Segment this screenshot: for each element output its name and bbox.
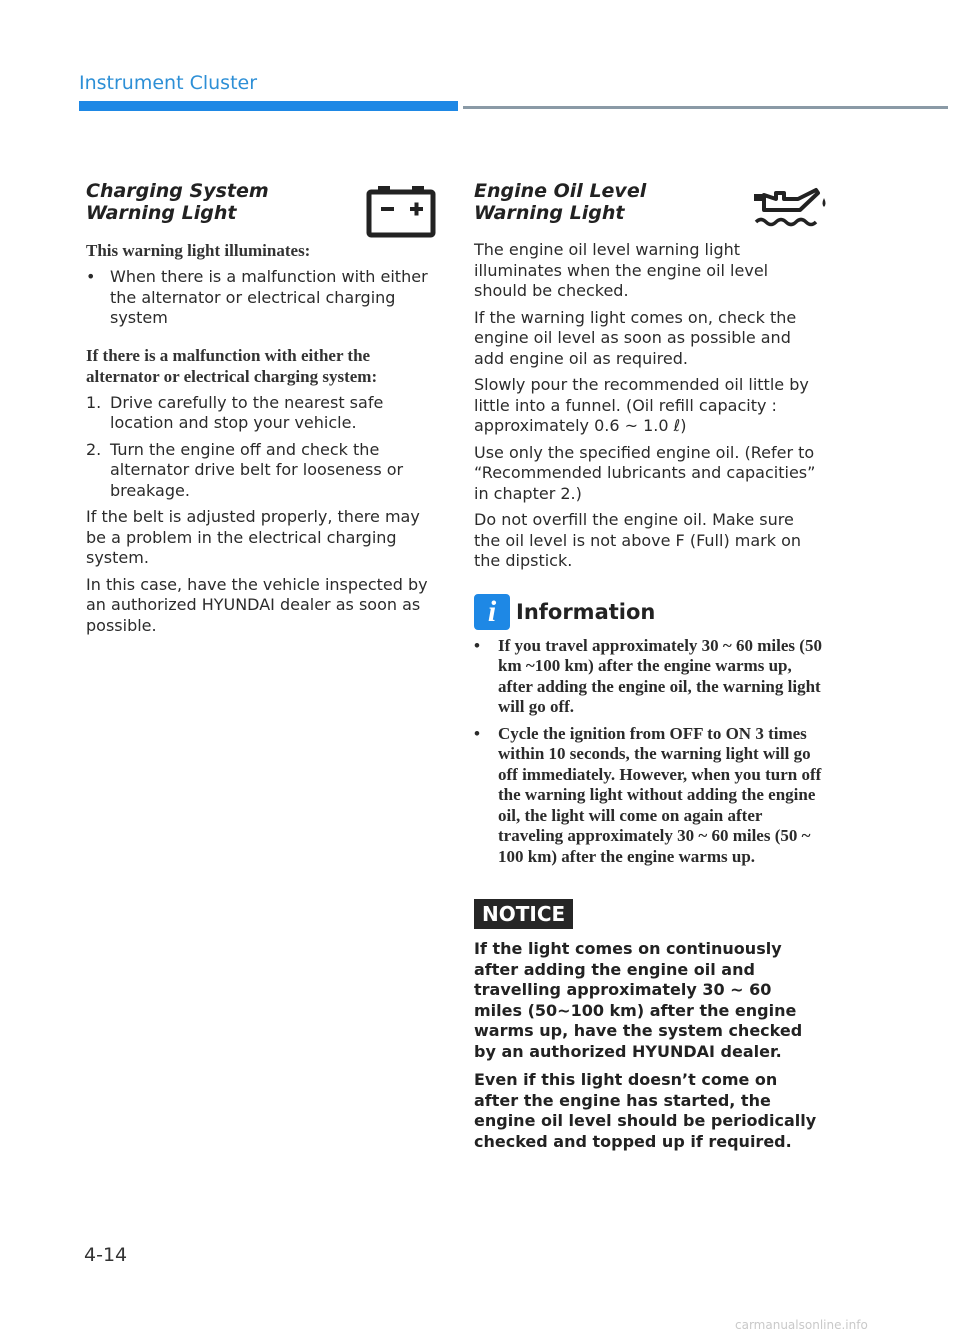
engine-oil-section [474,180,824,1160]
paragraph: In this case, have the vehicle inspected by an authorized HYUNDAI dealer as soon as possible. [86,574,428,635]
information-label: Information [516,599,656,624]
watermark: carmanualsonline.info [735,1318,868,1332]
malfunction-heading: If there is a malfunction with either the alternator or electrical charging system: [86,345,378,386]
list-item: • When there is a malfunction with either the alternator or electrical charging system [86,267,428,327]
illuminates-heading: This warning light illuminates: [86,241,311,260]
paragraph: If the belt is adjusted properly, there may be a problem in the electrical charging system. [86,507,420,567]
paragraph: If the warning light comes on, check the engine oil level as soon as possible and add engine oil as required. [474,307,797,368]
charging-system-section [86,180,436,642]
notice-paragraph: Even if this light doesn’t come on after the engine has started, the engine oil level should be periodically checked and topped up if required. [474,1070,817,1151]
step-item: 1. Drive carefully to the nearest safe location and stop your vehicle. [86,392,384,432]
page-number: 4-14 [84,1244,128,1266]
header-rule [463,106,948,109]
info-icon: i [474,594,510,630]
oil-can-icon [750,184,830,238]
battery-icon [366,184,436,242]
information-heading [474,594,824,630]
paragraph: Slowly pour the recommended oil little by little into a funnel. (Oil refill capacity : approximately 0.6 ~ 1.0 ℓ) [474,375,809,435]
engine-oil-title: Engine Oil Level Warning Light [474,180,647,224]
section-title: Instrument Cluster [79,72,258,94]
paragraph: The engine oil level warning light illuminates when the engine oil level should be checked. [474,240,769,300]
step-item: 2. Turn the engine off and check the alternator drive belt for looseness or breakage. [86,439,404,500]
info-item: • Cycle the ignition from OFF to ON 3 times within 10 seconds, the warning light will go off immediately. However, when you turn off the warning light without adding the engine oil, the light will come on again after traveling approximately 30 ~ 60 miles (50 ~ 100 km) after the engine warms up. [474,723,822,866]
notice-paragraph: If the light comes on continuously after adding the engine oil and travelling approximately 30 ~ 60 miles (50~100 km) after the engine warms up, have the system checked by an authorized HYUNDAI dealer. [474,939,803,1061]
charging-system-title: Charging System Warning Light [86,180,269,224]
paragraph: Use only the specified engine oil. (Refer to “Recommended lubricants and capacities” in chapter 2.) [474,442,816,503]
paragraph: Do not overfill the engine oil. Make sure the oil level is not above F (Full) mark on the dipstick. [474,510,802,570]
info-item: • If you travel approximately 30 ~ 60 miles (50 km ~100 km) after the engine warms up, after adding the engine oil, the warning light will go off. [474,635,822,716]
header-rule-accent [79,101,458,111]
notice-badge: NOTICE [474,899,573,929]
